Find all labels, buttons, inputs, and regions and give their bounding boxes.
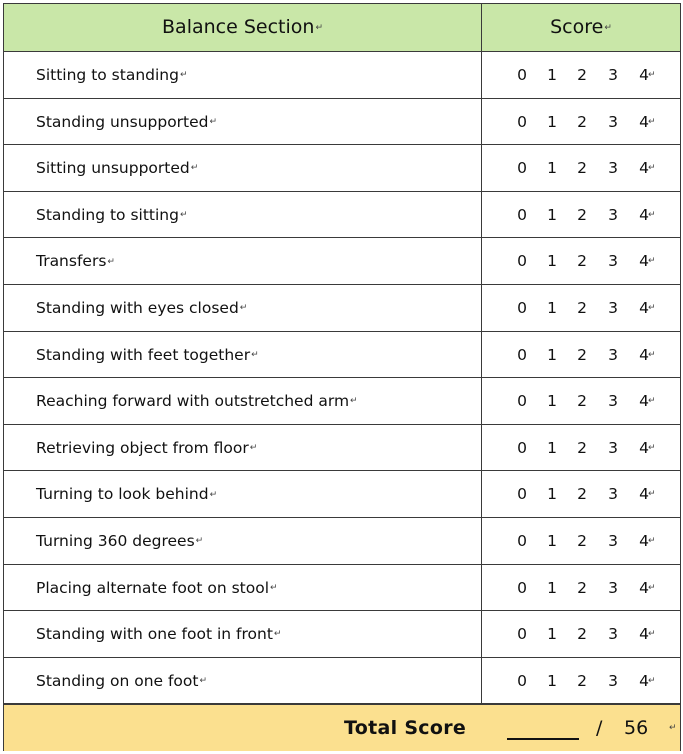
score-option[interactable]: 1 — [547, 578, 557, 597]
item-label-text: Turning to look behind — [36, 485, 209, 504]
item-label — [36, 145, 198, 192]
item-label-text: Sitting unsupported — [36, 159, 190, 178]
score-header — [482, 4, 680, 50]
paragraph-mark: ↵ — [648, 442, 656, 453]
paragraph-mark: ↵ — [350, 396, 358, 407]
table-row — [4, 611, 680, 658]
score-option[interactable]: 2 — [577, 392, 587, 411]
score-option[interactable]: 3 — [608, 392, 618, 411]
balance-score-table — [3, 3, 681, 751]
score-option[interactable]: 0 — [517, 392, 527, 411]
paragraph-mark: ↵ — [648, 163, 656, 174]
paragraph-mark: ↵ — [648, 582, 656, 593]
paragraph-mark: ↵ — [273, 629, 282, 640]
score-option[interactable]: 2 — [577, 671, 587, 690]
paragraph-mark: ↵ — [648, 116, 656, 127]
score-option[interactable]: 4 — [639, 112, 649, 131]
balance-section-header — [4, 4, 481, 50]
paragraph-mark: ↵ — [648, 675, 656, 686]
score-option[interactable]: 1 — [547, 392, 557, 411]
score-option[interactable]: 1 — [547, 159, 557, 178]
paragraph-mark: ↵ — [648, 70, 656, 80]
score-option[interactable]: 1 — [547, 299, 557, 317]
score-option[interactable]: 3 — [608, 625, 618, 644]
score-option[interactable]: 3 — [608, 532, 618, 550]
score-option[interactable]: 4 — [639, 671, 649, 690]
score-option[interactable]: 0 — [517, 299, 527, 317]
table-row — [4, 565, 680, 612]
score-option[interactable]: 4 — [639, 578, 649, 597]
score-option[interactable]: 4 — [639, 485, 649, 504]
score-option[interactable]: 2 — [577, 485, 587, 504]
paragraph-mark: ↵ — [669, 723, 677, 733]
score-option[interactable]: 0 — [517, 252, 527, 271]
item-label-text: Standing with eyes closed — [36, 299, 239, 317]
score-option[interactable]: 0 — [517, 345, 527, 364]
score-option[interactable]: 2 — [577, 252, 587, 271]
score-option[interactable]: 4 — [639, 252, 649, 271]
score-option[interactable]: 2 — [577, 66, 587, 84]
paragraph-mark: ↵ — [199, 676, 208, 686]
item-label — [36, 425, 257, 472]
table-row — [4, 425, 680, 472]
score-option[interactable]: 2 — [577, 438, 587, 457]
table-row — [4, 518, 680, 565]
score-option[interactable]: 3 — [608, 252, 618, 271]
item-label-text: Standing with one foot in front — [36, 625, 273, 644]
score-option[interactable]: 3 — [608, 345, 618, 364]
paragraph-mark: ↵ — [190, 163, 199, 174]
item-label — [36, 378, 358, 425]
item-label-text: Standing with feet together — [36, 345, 251, 364]
column-divider — [481, 4, 482, 704]
paragraph-mark: ↵ — [209, 116, 218, 127]
score-title: Score — [550, 16, 604, 38]
paragraph-mark: ↵ — [648, 489, 656, 500]
item-label — [36, 565, 278, 612]
paragraph-mark: ↵ — [251, 349, 259, 360]
score-option[interactable]: 4 — [639, 159, 649, 178]
score-option[interactable]: 4 — [639, 392, 649, 411]
paragraph-mark: ↵ — [270, 582, 278, 593]
table-row — [4, 471, 680, 518]
paragraph-mark: ↵ — [648, 209, 656, 220]
item-label — [36, 52, 188, 99]
item-label — [36, 518, 203, 565]
table-header-row — [4, 4, 680, 52]
paragraph-mark: ↵ — [648, 396, 656, 407]
score-option[interactable]: 3 — [608, 438, 618, 457]
score-option[interactable]: 2 — [577, 625, 587, 644]
score-option[interactable]: 1 — [547, 532, 557, 550]
score-option[interactable]: 4 — [639, 205, 649, 224]
paragraph-mark: ↵ — [107, 256, 115, 267]
score-option[interactable]: 2 — [577, 112, 587, 131]
score-option[interactable]: 0 — [517, 671, 527, 690]
item-label-text: Retrieving object from floor — [36, 438, 249, 457]
item-label — [36, 99, 217, 146]
table-row — [4, 332, 680, 379]
score-option[interactable]: 1 — [547, 345, 557, 364]
table-row — [4, 238, 680, 285]
total-score-max: 56 — [624, 717, 649, 739]
item-label-text: Reaching forward with outstretched arm — [36, 392, 350, 411]
score-option[interactable]: 1 — [547, 671, 557, 690]
total-score-blank[interactable] — [507, 738, 579, 740]
score-option[interactable]: 3 — [608, 299, 618, 317]
score-option[interactable]: 0 — [517, 578, 527, 597]
item-label — [36, 285, 247, 332]
score-option[interactable]: 1 — [547, 66, 557, 84]
score-option[interactable]: 2 — [577, 532, 587, 550]
total-score-separator: / — [596, 717, 603, 739]
score-option[interactable]: 0 — [517, 438, 527, 457]
score-option[interactable]: 4 — [639, 345, 649, 364]
item-label — [36, 471, 217, 518]
score-option[interactable]: 0 — [517, 66, 527, 84]
item-label-text: Standing on one foot — [36, 671, 199, 690]
score-option[interactable]: 3 — [608, 159, 618, 178]
score-option[interactable]: 2 — [577, 205, 587, 224]
score-option[interactable]: 1 — [547, 252, 557, 271]
paragraph-mark: ↵ — [195, 536, 204, 547]
item-label — [36, 611, 281, 658]
paragraph-mark: ↵ — [648, 629, 656, 640]
table-row — [4, 378, 680, 425]
paragraph-mark: ↵ — [249, 443, 258, 453]
score-option[interactable]: 0 — [517, 112, 527, 131]
total-score-row — [4, 704, 680, 751]
score-option[interactable]: 1 — [547, 438, 557, 457]
score-option[interactable]: 3 — [608, 66, 618, 84]
score-option[interactable]: 0 — [517, 625, 527, 644]
table-row — [4, 145, 680, 192]
score-option[interactable]: 0 — [517, 159, 527, 178]
score-option[interactable]: 1 — [547, 205, 557, 224]
score-option[interactable]: 2 — [577, 299, 587, 317]
score-option[interactable]: 3 — [608, 578, 618, 597]
score-option[interactable]: 0 — [517, 485, 527, 504]
paragraph-mark: ↵ — [239, 303, 248, 314]
paragraph-mark: ↵ — [648, 256, 656, 267]
paragraph-mark: ↵ — [648, 349, 656, 360]
score-option[interactable]: 0 — [517, 532, 527, 550]
paragraph-mark: ↵ — [179, 70, 188, 81]
item-label-text: Placing alternate foot on stool — [36, 578, 270, 597]
score-option[interactable]: 1 — [547, 485, 557, 504]
item-label — [36, 658, 207, 705]
table-row — [4, 285, 680, 332]
score-option[interactable]: 4 — [639, 532, 649, 550]
item-label — [36, 238, 115, 285]
item-label — [36, 332, 259, 379]
score-option[interactable]: 1 — [547, 625, 557, 644]
score-option[interactable]: 2 — [577, 345, 587, 364]
score-option[interactable]: 2 — [577, 578, 587, 597]
score-option[interactable]: 4 — [639, 625, 649, 644]
score-option[interactable]: 3 — [608, 112, 618, 131]
table-row — [4, 99, 680, 146]
paragraph-mark: ↵ — [209, 489, 218, 500]
item-label-text: Turning 360 degrees — [36, 532, 195, 550]
paragraph-mark: ↵ — [648, 536, 656, 546]
item-label-text: Standing unsupported — [36, 112, 209, 131]
score-option[interactable]: 4 — [639, 438, 649, 457]
score-option[interactable]: 3 — [608, 485, 618, 504]
total-score-label: Total Score — [344, 717, 467, 739]
paragraph-mark: ↵ — [315, 22, 323, 33]
score-option[interactable]: 2 — [577, 159, 587, 178]
table-row — [4, 658, 680, 705]
paragraph-mark: ↵ — [179, 210, 188, 220]
score-option[interactable]: 4 — [639, 299, 649, 317]
item-label — [36, 192, 188, 239]
paragraph-mark: ↵ — [604, 22, 612, 33]
score-option[interactable]: 3 — [608, 671, 618, 690]
table-row — [4, 52, 680, 99]
score-option[interactable]: 3 — [608, 205, 618, 224]
score-option[interactable]: 1 — [547, 112, 557, 131]
item-label-text: Sitting to standing — [36, 66, 179, 84]
score-option[interactable]: 4 — [639, 66, 649, 84]
paragraph-mark: ↵ — [648, 303, 656, 313]
table-row — [4, 192, 680, 239]
balance-section-title: Balance Section — [162, 16, 315, 38]
score-option[interactable]: 0 — [517, 205, 527, 224]
item-label-text: Standing to sitting — [36, 205, 179, 224]
item-label-text: Transfers — [36, 252, 107, 271]
